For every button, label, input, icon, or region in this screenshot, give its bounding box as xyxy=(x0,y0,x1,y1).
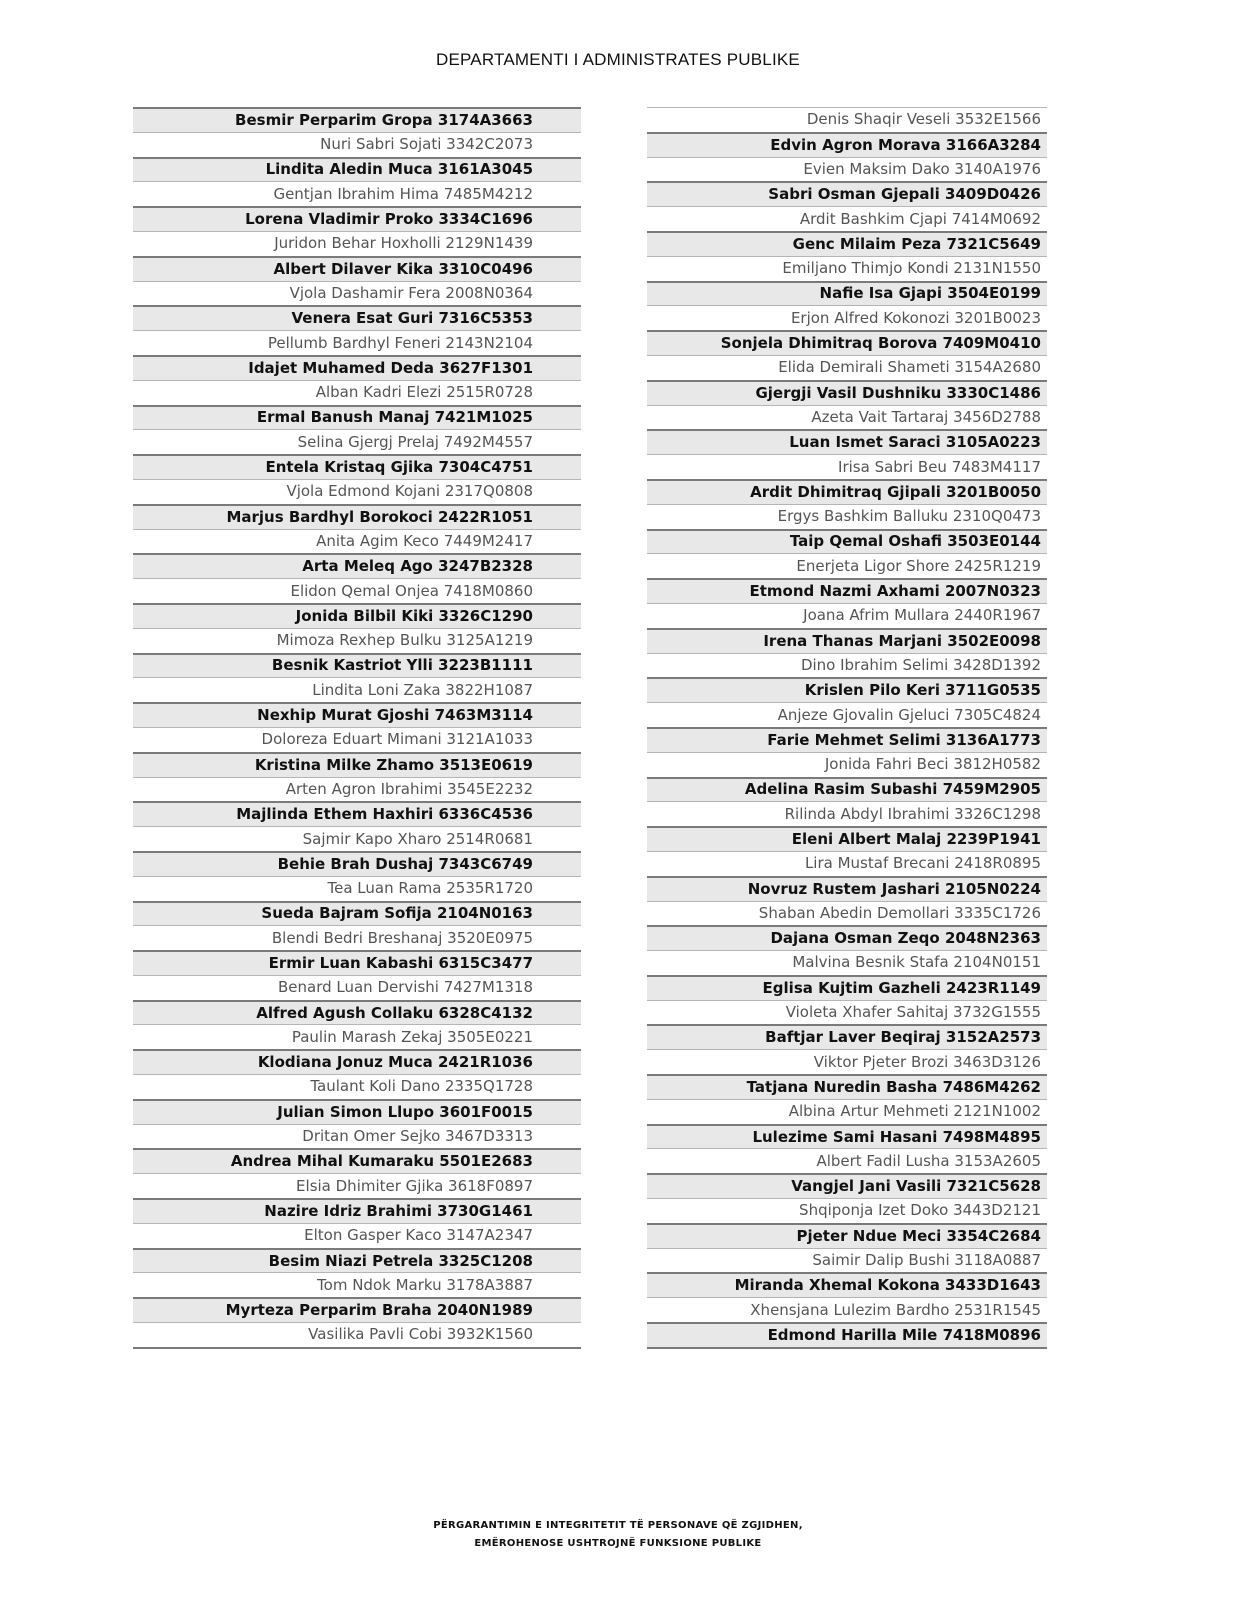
list-item: Entela Kristaq Gjika 7304C4751 xyxy=(133,454,581,479)
list-item: Behie Brah Dushaj 7343C6749 xyxy=(133,851,581,876)
list-item: Novruz Rustem Jashari 2105N0224 xyxy=(647,876,1047,901)
list-item: Elida Demirali Shameti 3154A2680 xyxy=(647,355,1047,380)
list-item: Gjergji Vasil Dushniku 3330C1486 xyxy=(647,380,1047,405)
list-bottom-rule xyxy=(647,1347,1047,1349)
list-item: Joana Afrim Mullara 2440R1967 xyxy=(647,603,1047,628)
list-item: Jonida Fahri Beci 3812H0582 xyxy=(647,752,1047,777)
list-item: Adelina Rasim Subashi 7459M2905 xyxy=(647,777,1047,802)
list-item: Blendi Bedri Breshanaj 3520E0975 xyxy=(133,925,581,950)
list-item: Violeta Xhafer Sahitaj 3732G1555 xyxy=(647,1000,1047,1025)
list-item: Albert Dilaver Kika 3310C0496 xyxy=(133,256,581,281)
list-item: Julian Simon Llupo 3601F0015 xyxy=(133,1099,581,1124)
list-item: Genc Milaim Peza 7321C5649 xyxy=(647,231,1047,256)
list-item: Vjola Edmond Kojani 2317Q0808 xyxy=(133,479,581,504)
list-item: Tom Ndok Marku 3178A3887 xyxy=(133,1272,581,1297)
list-item: Lindita Loni Zaka 3822H1087 xyxy=(133,677,581,702)
list-item: Luan Ismet Saraci 3105A0223 xyxy=(647,429,1047,454)
list-item: Dino Ibrahim Selimi 3428D1392 xyxy=(647,653,1047,678)
list-item: Dajana Osman Zeqo 2048N2363 xyxy=(647,925,1047,950)
list-item: Andrea Mihal Kumaraku 5501E2683 xyxy=(133,1148,581,1173)
list-item: Sueda Bajram Sofija 2104N0163 xyxy=(133,901,581,926)
list-item: Taip Qemal Oshafi 3503E0144 xyxy=(647,529,1047,554)
list-item: Ermir Luan Kabashi 6315C3477 xyxy=(133,950,581,975)
list-item: Besnik Kastriot Ylli 3223B1111 xyxy=(133,653,581,678)
list-item: Selina Gjergj Prelaj 7492M4557 xyxy=(133,429,581,454)
list-item: Malvina Besnik Stafa 2104N0151 xyxy=(647,950,1047,975)
list-item: Evien Maksim Dako 3140A1976 xyxy=(647,157,1047,182)
list-item: Jonida Bilbil Kiki 3326C1290 xyxy=(133,603,581,628)
list-item: Miranda Xhemal Kokona 3433D1643 xyxy=(647,1272,1047,1297)
list-item: Arta Meleq Ago 3247B2328 xyxy=(133,553,581,578)
list-item: Albina Artur Mehmeti 2121N1002 xyxy=(647,1099,1047,1124)
list-item: Lulezime Sami Hasani 7498M4895 xyxy=(647,1124,1047,1149)
list-item: Elidon Qemal Onjea 7418M0860 xyxy=(133,578,581,603)
list-item: Erjon Alfred Kokonozi 3201B0023 xyxy=(647,305,1047,330)
list-item: Tatjana Nuredin Basha 7486M4262 xyxy=(647,1074,1047,1099)
list-item: Arten Agron Ibrahimi 3545E2232 xyxy=(133,777,581,802)
list-item: Doloreza Eduart Mimani 3121A1033 xyxy=(133,727,581,752)
list-item: Eleni Albert Malaj 2239P1941 xyxy=(647,826,1047,851)
list-item: Azeta Vait Tartaraj 3456D2788 xyxy=(647,405,1047,430)
list-item: Lira Mustaf Brecani 2418R0895 xyxy=(647,851,1047,876)
list-item: Vasilika Pavli Cobi 3932K1560 xyxy=(133,1322,581,1347)
list-item: Irisa Sabri Beu 7483M4117 xyxy=(647,454,1047,479)
list-item: Rilinda Abdyl Ibrahimi 3326C1298 xyxy=(647,801,1047,826)
list-item: Taulant Koli Dano 2335Q1728 xyxy=(133,1074,581,1099)
list-bottom-rule xyxy=(133,1347,581,1349)
list-item: Ergys Bashkim Balluku 2310Q0473 xyxy=(647,504,1047,529)
list-item: Etmond Nazmi Axhami 2007N0323 xyxy=(647,578,1047,603)
list-item: Pellumb Bardhyl Feneri 2143N2104 xyxy=(133,330,581,355)
right-name-list xyxy=(647,107,1047,1349)
list-item: Nexhip Murat Gjoshi 7463M3114 xyxy=(133,702,581,727)
list-item: Nafie Isa Gjapi 3504E0199 xyxy=(647,281,1047,306)
list-item: Irena Thanas Marjani 3502E0098 xyxy=(647,628,1047,653)
list-item: Edvin Agron Morava 3166A3284 xyxy=(647,132,1047,157)
list-item: Lorena Vladimir Proko 3334C1696 xyxy=(133,206,581,231)
list-item: Shqiponja Izet Doko 3443D2121 xyxy=(647,1198,1047,1223)
list-item: Mimoza Rexhep Bulku 3125A1219 xyxy=(133,628,581,653)
list-item: Nuri Sabri Sojati 3342C2073 xyxy=(133,132,581,157)
list-item: Dritan Omer Sejko 3467D3313 xyxy=(133,1124,581,1149)
footer-line-2: EMËROHENOSE USHTROJNË FUNKSIONE PUBLIKE xyxy=(474,1538,762,1549)
footer-line-1: PËRGARANTIMIN E INTEGRITETIT TË PERSONAVE QË ZGJIDHEN, xyxy=(433,1520,803,1531)
list-item: Idajet Muhamed Deda 3627F1301 xyxy=(133,355,581,380)
list-item: Viktor Pjeter Brozi 3463D3126 xyxy=(647,1049,1047,1074)
list-item: Eglisa Kujtim Gazheli 2423R1149 xyxy=(647,975,1047,1000)
page-footer xyxy=(0,1517,1236,1553)
list-item: Alfred Agush Collaku 6328C4132 xyxy=(133,1000,581,1025)
list-item: Marjus Bardhyl Borokoci 2422R1051 xyxy=(133,504,581,529)
list-item: Lindita Aledin Muca 3161A3045 xyxy=(133,157,581,182)
list-item: Gentjan Ibrahim Hima 7485M4212 xyxy=(133,181,581,206)
list-item: Pjeter Ndue Meci 3354C2684 xyxy=(647,1223,1047,1248)
list-item: Ermal Banush Manaj 7421M1025 xyxy=(133,405,581,430)
list-item: Xhensjana Lulezim Bardho 2531R1545 xyxy=(647,1297,1047,1322)
list-item: Alban Kadri Elezi 2515R0728 xyxy=(133,380,581,405)
list-item: Anita Agim Keco 7449M2417 xyxy=(133,529,581,554)
list-item: Farie Mehmet Selimi 3136A1773 xyxy=(647,727,1047,752)
list-item: Emiljano Thimjo Kondi 2131N1550 xyxy=(647,256,1047,281)
list-item: Majlinda Ethem Haxhiri 6336C4536 xyxy=(133,801,581,826)
list-item: Sajmir Kapo Xharo 2514R0681 xyxy=(133,826,581,851)
list-item: Ardit Dhimitraq Gjipali 3201B0050 xyxy=(647,479,1047,504)
page-title: DEPARTAMENTI I ADMINISTRATES PUBLIKE xyxy=(436,50,800,69)
list-item: Vangjel Jani Vasili 7321C5628 xyxy=(647,1173,1047,1198)
list-item: Besim Niazi Petrela 3325C1208 xyxy=(133,1248,581,1273)
list-item: Elsia Dhimiter Gjika 3618F0897 xyxy=(133,1173,581,1198)
list-item: Sabri Osman Gjepali 3409D0426 xyxy=(647,181,1047,206)
list-item: Benard Luan Dervishi 7427M1318 xyxy=(133,975,581,1000)
list-item: Besmir Perparim Gropa 3174A3663 xyxy=(133,107,581,132)
list-item: Krislen Pilo Keri 3711G0535 xyxy=(647,677,1047,702)
list-item: Tea Luan Rama 2535R1720 xyxy=(133,876,581,901)
list-item: Elton Gasper Kaco 3147A2347 xyxy=(133,1223,581,1248)
list-item: Myrteza Perparim Braha 2040N1989 xyxy=(133,1297,581,1322)
left-name-list xyxy=(133,107,581,1349)
list-item: Baftjar Laver Beqiraj 3152A2573 xyxy=(647,1024,1047,1049)
list-item: Juridon Behar Hoxholli 2129N1439 xyxy=(133,231,581,256)
list-item: Ardit Bashkim Cjapi 7414M0692 xyxy=(647,206,1047,231)
list-item: Shaban Abedin Demollari 3335C1726 xyxy=(647,901,1047,926)
list-item: Kristina Milke Zhamo 3513E0619 xyxy=(133,752,581,777)
list-item: Sonjela Dhimitraq Borova 7409M0410 xyxy=(647,330,1047,355)
list-item: Paulin Marash Zekaj 3505E0221 xyxy=(133,1024,581,1049)
list-item: Denis Shaqir Veseli 3532E1566 xyxy=(647,107,1047,132)
list-item: Anjeze Gjovalin Gjeluci 7305C4824 xyxy=(647,702,1047,727)
list-item: Enerjeta Ligor Shore 2425R1219 xyxy=(647,553,1047,578)
list-item: Saimir Dalip Bushi 3118A0887 xyxy=(647,1248,1047,1273)
list-item: Vjola Dashamir Fera 2008N0364 xyxy=(133,281,581,306)
list-item: Nazire Idriz Brahimi 3730G1461 xyxy=(133,1198,581,1223)
list-item: Albert Fadil Lusha 3153A2605 xyxy=(647,1148,1047,1173)
list-item: Edmond Harilla Mile 7418M0896 xyxy=(647,1322,1047,1347)
list-item: Klodiana Jonuz Muca 2421R1036 xyxy=(133,1049,581,1074)
list-item: Venera Esat Guri 7316C5353 xyxy=(133,305,581,330)
